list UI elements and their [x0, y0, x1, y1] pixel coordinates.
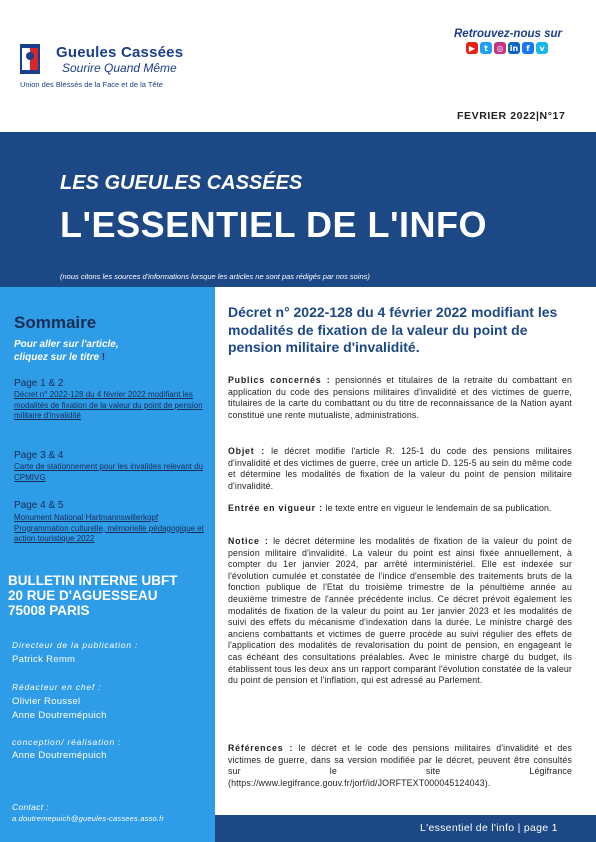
contact-label: Contact :: [12, 802, 49, 812]
sommaire-link-1[interactable]: Décret n° 2022-128 du 4 février 2022 modifiant les modalités de fixation de la valeur du point de pension militaire d'invalidité: [14, 390, 203, 420]
sommaire-pages-2: Page 3 & 4: [14, 450, 64, 461]
bulletin-line3: 75008 PARIS: [8, 603, 90, 618]
entree-label: Entrée en vigueur :: [228, 503, 323, 513]
social-title: Retrouvez-nous sur: [454, 28, 562, 40]
sommaire-title: Sommaire: [14, 313, 97, 332]
editor-label: Rédacteur en chef :: [12, 682, 102, 692]
article-notice: [228, 536, 572, 687]
article-references: [228, 743, 572, 789]
director-label: Directeur de la publication :: [12, 640, 139, 650]
gueules-cassees-logo-icon: [20, 44, 40, 74]
linkedin-icon[interactable]: in: [509, 43, 519, 53]
issue-number: FEVRIER 2022|N°17: [457, 110, 566, 122]
sommaire-link-2[interactable]: Carte de stationnement pour les invalides relevant du CPMIVG: [14, 462, 203, 482]
article-title: Décret n° 2022-128 du 4 février 2022 modifiant les modalités de fixation de la valeur du point de pension militaire d'invalidité.: [228, 304, 558, 355]
vimeo-icon[interactable]: v: [536, 42, 548, 54]
publics-text: pensionnés et titulaires de la retraite du combattant en application du code des pensions militaires d'invalidité et des victimes de guerre, titulaires de la carte du combattant ou du titre de reconnaissance de la Nation ayant constitué une rente mutualiste, administrations.: [228, 375, 572, 420]
notice-label: Notice :: [228, 536, 269, 546]
sommaire-pages-1: Page 1 & 2: [14, 378, 64, 389]
sommaire-hint: [14, 338, 204, 364]
bulletin-address: [8, 573, 213, 618]
facebook-icon[interactable]: f: [522, 42, 534, 54]
entree-text: le texte entre en vigueur le lendemain de sa publication.: [322, 503, 552, 513]
article-publics: [228, 375, 572, 421]
director-name: Patrick Remm: [12, 654, 76, 665]
banner-kicker: LES GUEULES CASSÉES: [60, 172, 303, 194]
notice-text: le décret détermine les modalités de fixation de la valeur du point de pension militaire d'invalidité. La valeur du point est ainsi fixée annuellement, à compter du 1er janvier 2024, par arrêté interministériel. Elle est indexée sur l'évolution cumulée et constatée de l'indice d'ensemble des traitements bruts de la fonction publique de l'Etat du troisième trimestre de la pénultième année au deuxième trimestre de l'année précédente inclus. Ce décret prévoit également les modalités de fixation de la valeur du point au 1er janvier 2023 et les modalités de suivi des effets du mécanisme d'indexation dans la durée. Le ministre chargé des anciens combattants et victimes de guerre procède au suivi régulier des effets de l'application des modalités de revalorisation du point de pension, en engageant le cas échéant des consultations préalables. Avec le ministre chargé du budget, ils établissent tous les deux ans un rapport comparant l'évolution constatée de la valeur du point de pension et l'inflation, qui est adressé au Parlement.: [228, 536, 572, 686]
references-text: le décret et le code des pensions militaires d'invalidité et des victimes de guerre, dans sa version modifiée par le décret, peuvent être consultés sur le site Légifrance (https://www.legifrance.gouv.fr/jorf/id/JORFTEXT000045124043).: [228, 743, 572, 788]
article-objet: [228, 446, 572, 492]
logo-union-text: Union des Blessés de la Face et de la Tête: [20, 80, 163, 89]
editor-name-2: Anne Doutremépuich: [12, 710, 107, 721]
sommaire-hint-line2: cliquez sur le titre: [14, 352, 100, 363]
instagram-icon[interactable]: ◎: [494, 42, 506, 54]
bulletin-line1: BULLETIN INTERNE UBFT: [8, 573, 178, 588]
logo-title: Gueules Cassées: [56, 44, 184, 61]
design-label: conception/ réalisation :: [12, 737, 122, 747]
social-icons: [466, 42, 548, 54]
banner-title: L'ESSENTIEL DE L'INFO: [60, 204, 487, 245]
sommaire-pages-3: Page 4 & 5: [14, 500, 64, 511]
banner-note: (nous citons les sources d'informations lorsque les articles ne sont pas rédigés par nos soins): [60, 272, 370, 281]
contact-email[interactable]: a.doutremepuich@gueules-cassees.asso.fr: [12, 814, 165, 823]
design-name: Anne Doutremépuich: [12, 750, 107, 761]
editor-name-1: Olivier Roussel: [12, 696, 81, 707]
article-entree: [228, 503, 572, 515]
sommaire-hint-line1: Pour aller sur l'article,: [14, 339, 119, 350]
logo-subtitle: Sourire Quand Même: [62, 61, 177, 75]
youtube-icon[interactable]: ▶: [466, 42, 478, 54]
sommaire-link-3[interactable]: Monument National Hartmannswillerkopf Programmation culturelle, mémorielle pédagogique et action touristique 2022: [14, 513, 204, 543]
objet-text: le décret modifie l'article R. 125-1 du code des pensions militaires d'invalidité et des victimes de guerre, crée un article D. 125-5 au sein du même code et détermine les modalités de fixation de la valeur du point de pension militaire d'invalidité.: [228, 446, 572, 491]
sommaire-hint-end: !: [99, 352, 106, 363]
footer-text: L'essentiel de l'info | page 1: [420, 822, 558, 834]
objet-label: Objet :: [228, 446, 265, 456]
references-label: Références :: [228, 743, 294, 753]
bulletin-line2: 20 RUE D'AGUESSEAU: [8, 588, 158, 603]
publics-label: Publics concernés :: [228, 375, 331, 385]
twitter-icon[interactable]: t: [480, 42, 492, 54]
